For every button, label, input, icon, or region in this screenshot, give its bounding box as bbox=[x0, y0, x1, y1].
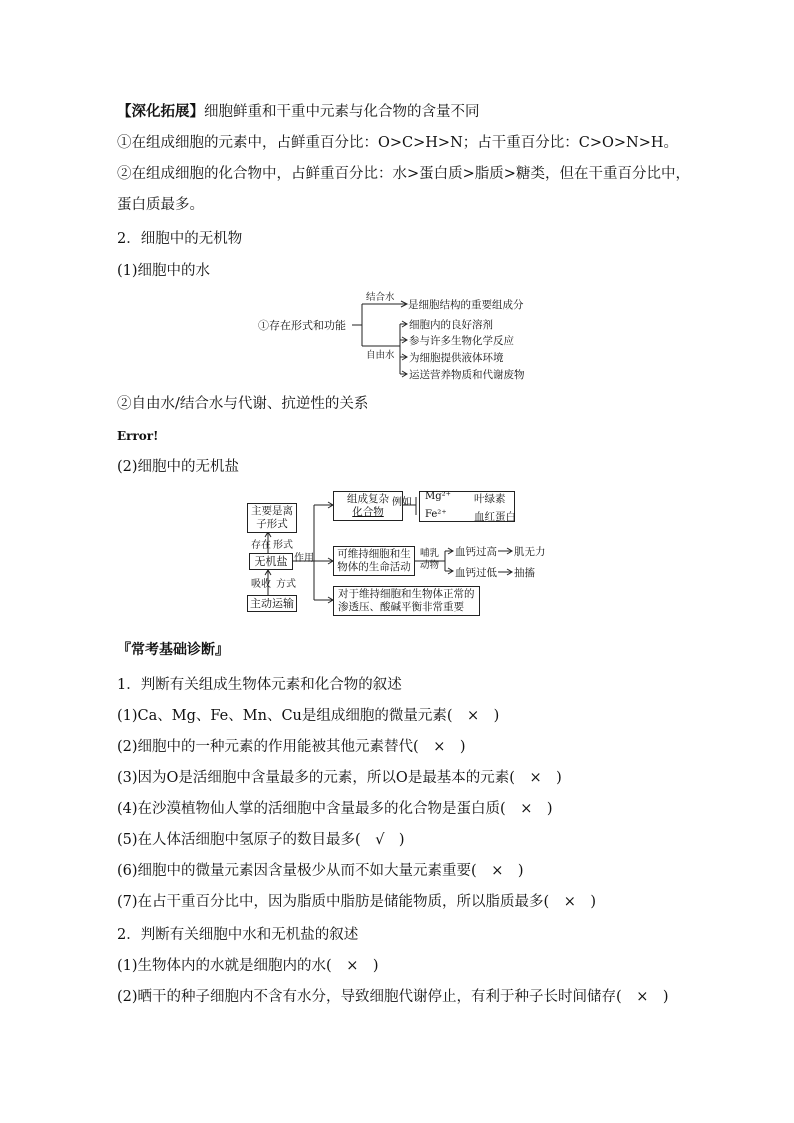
free-water-label: 自由水 bbox=[366, 350, 395, 361]
extension-point-1: ①在组成细胞的元素中，占鲜重百分比：O>C>H>N；占干重百分比：C>O>N>H。 bbox=[117, 135, 679, 151]
form-label: 形式 bbox=[273, 540, 293, 551]
balance-line-1: 对于维持细胞和生物体正常的 bbox=[338, 588, 475, 600]
example-label: 例如 bbox=[392, 497, 412, 508]
life-activity-box bbox=[333, 546, 415, 576]
mg-ion: Mg²⁺ bbox=[425, 491, 451, 502]
high-calcium-result: 肌无力 bbox=[514, 546, 546, 558]
error-text: Error! bbox=[117, 429, 159, 443]
exist-label: 存在 bbox=[251, 540, 271, 551]
group2-item-2: (2)晒干的种子细胞内不含有水分，导致细胞代谢停止，有利于种子长时间储存( × ) bbox=[117, 989, 669, 1005]
group1-item-5: (5)在人体活细胞中氢原子的数目最多( √ ) bbox=[117, 832, 405, 848]
complex-line-2: 化合物 bbox=[352, 506, 384, 518]
extension-point-2a: ②在组成细胞的化合物中，占鲜重百分比：水>蛋白质>脂质>糖类，但在干重百分比中， bbox=[117, 166, 690, 182]
fe-result: 血红蛋白 bbox=[474, 511, 516, 523]
group1-item-1: (1)Ca、Mg、Fe、Mn、Cu是组成细胞的微量元素( × ) bbox=[117, 708, 500, 724]
fe-ion: Fe²⁺ bbox=[425, 509, 447, 520]
bound-water-label: 结合水 bbox=[366, 292, 395, 303]
free-water-function-4: 运送营养物质和代谢废物 bbox=[409, 369, 525, 381]
ion-form-box bbox=[247, 503, 297, 533]
life-line-2: 物体的生命活动 bbox=[337, 561, 411, 573]
mammal-line-2: 动物 bbox=[420, 560, 440, 571]
water-diagram bbox=[250, 288, 550, 383]
balance-box bbox=[333, 586, 480, 616]
mg-result: 叶绿素 bbox=[474, 493, 506, 505]
extension-point-2b: 蛋白质最多。 bbox=[117, 197, 204, 213]
group2-title: 2．判断有关细胞中水和无机盐的叙述 bbox=[117, 927, 359, 943]
mammal-label bbox=[420, 548, 439, 572]
inorganic-salt-box: 无机盐 bbox=[249, 553, 293, 570]
active-transport-box: 主动运输 bbox=[247, 595, 297, 612]
salt-heading: (2)细胞中的无机盐 bbox=[117, 459, 240, 475]
water-heading: (1)细胞中的水 bbox=[117, 263, 211, 279]
group2-item-1: (1)生物体内的水就是细胞内的水( × ) bbox=[117, 958, 379, 974]
diagnosis-heading: 『常考基础诊断』 bbox=[117, 642, 229, 658]
group1-item-4: (4)在沙漠植物仙人掌的活细胞中含量最多的化合物是蛋白质( × ) bbox=[117, 801, 553, 817]
high-calcium: 血钙过高 bbox=[455, 546, 497, 558]
life-line-1: 可维持细胞和生 bbox=[337, 548, 411, 560]
free-water-function-1: 细胞内的良好溶剂 bbox=[409, 319, 493, 331]
water-root-label: ①存在形式和功能 bbox=[258, 319, 346, 332]
method-label: 方式 bbox=[276, 579, 296, 590]
free-water-function-2: 参与许多生物化学反应 bbox=[409, 335, 514, 347]
relation-heading: ②自由水/结合水与代谢、抗逆性的关系 bbox=[117, 396, 369, 412]
mammal-line-1: 哺乳 bbox=[420, 548, 440, 559]
extension-tag: 【深化拓展】 bbox=[117, 103, 204, 120]
extension-title: 细胞鲜重和干重中元素与化合物的含量不同 bbox=[204, 104, 480, 120]
ion-form-line-2: 子形式 bbox=[256, 518, 288, 530]
group1-item-2: (2)细胞中的一种元素的作用能被其他元素替代( × ) bbox=[117, 739, 466, 755]
group1-item-6: (6)细胞中的微量元素因含量极少从而不如大量元素重要( × ) bbox=[117, 863, 524, 879]
ion-form-line-1: 主要是离 bbox=[251, 505, 293, 517]
group1-title: 1．判断有关组成生物体元素和化合物的叙述 bbox=[117, 677, 402, 693]
bound-water-function: 是细胞结构的重要组成分 bbox=[408, 299, 524, 311]
group1-item-3: (3)因为O是活细胞中含量最多的元素，所以O是最基本的元素( × ) bbox=[117, 770, 562, 786]
free-water-function-3: 为细胞提供液体环境 bbox=[409, 352, 504, 364]
extension-heading bbox=[117, 102, 480, 122]
group1-item-7: (7)在占干重百分比中，因为脂质中脂肪是储能物质，所以脂质最多( × ) bbox=[117, 894, 596, 910]
low-calcium-result: 抽搐 bbox=[514, 567, 535, 579]
complex-line-1: 组成复杂 bbox=[347, 493, 389, 505]
absorb-label: 吸收 bbox=[251, 579, 271, 590]
low-calcium: 血钙过低 bbox=[455, 567, 497, 579]
function-label: 作用 bbox=[294, 553, 314, 564]
balance-line-2: 渗透压、酸碱平衡非常重要 bbox=[338, 601, 464, 613]
section2-title: 2．细胞中的无机物 bbox=[117, 231, 243, 247]
